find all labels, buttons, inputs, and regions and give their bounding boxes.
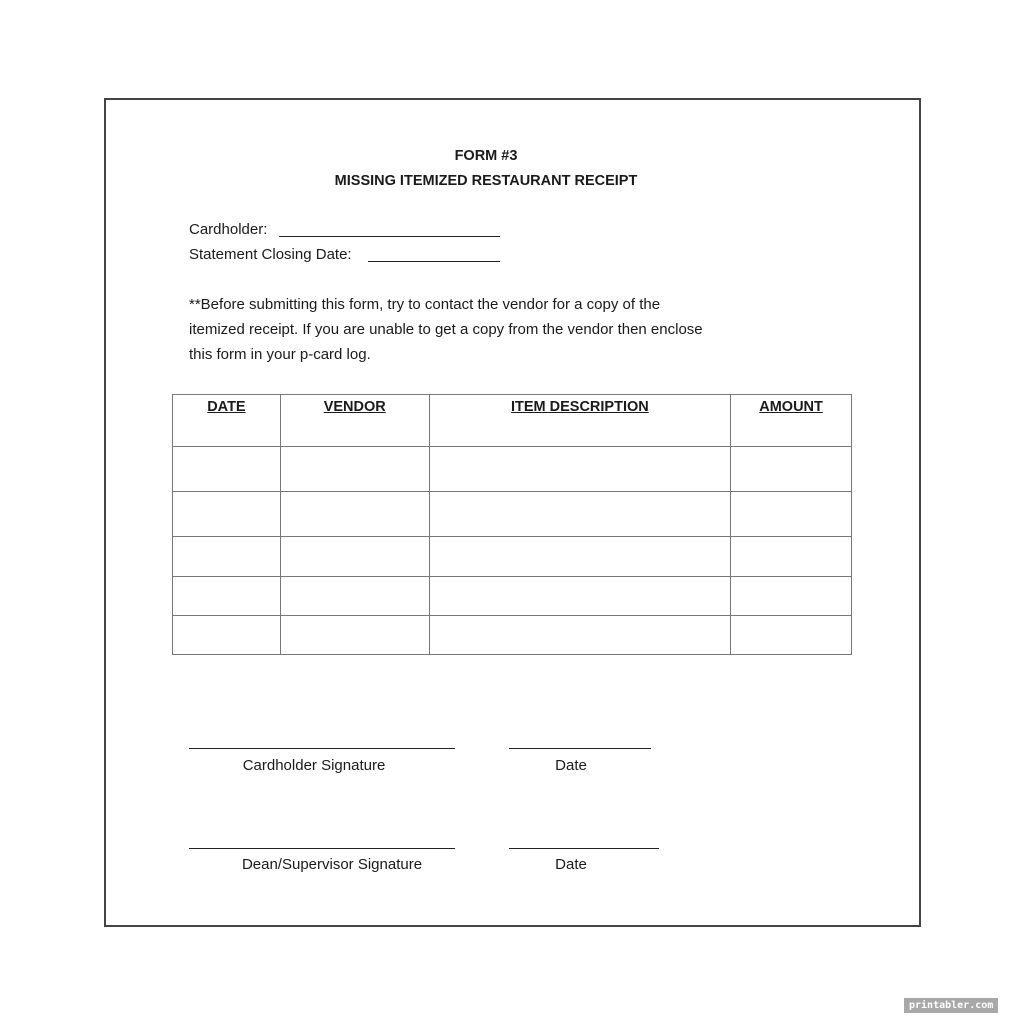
cell-description[interactable] xyxy=(429,616,731,655)
cell-date[interactable] xyxy=(173,616,281,655)
table-row xyxy=(173,492,852,537)
table-row xyxy=(173,577,852,616)
cardholder-field[interactable] xyxy=(279,236,500,237)
date-label-2: Date xyxy=(555,856,587,873)
form-number: FORM #3 xyxy=(454,148,518,164)
cardholder-signature-line[interactable] xyxy=(189,748,455,749)
cell-date[interactable] xyxy=(173,537,281,577)
cell-amount[interactable] xyxy=(731,616,852,655)
cardholder-label: Cardholder: xyxy=(189,221,268,238)
cell-amount[interactable] xyxy=(731,537,852,577)
cell-date[interactable] xyxy=(173,492,281,537)
instruction-line-1: **Before submitting this form, try to contact the vendor for a copy of the xyxy=(189,296,661,313)
header-amount: AMOUNT xyxy=(731,395,852,447)
cell-date[interactable] xyxy=(173,447,281,492)
receipt-table xyxy=(172,394,852,655)
form-title: MISSING ITEMIZED RESTAURANT RECEIPT xyxy=(334,173,638,189)
cardholder-signature-label: Cardholder Signature xyxy=(242,757,386,774)
instruction-line-3: this form in your p-card log. xyxy=(189,346,371,363)
cell-description[interactable] xyxy=(429,577,731,616)
cell-description[interactable] xyxy=(429,537,731,577)
cell-description[interactable] xyxy=(429,492,731,537)
date-line-1[interactable] xyxy=(509,748,651,749)
cell-vendor[interactable] xyxy=(280,447,429,492)
table-row xyxy=(173,616,852,655)
supervisor-signature-line[interactable] xyxy=(189,848,455,849)
cell-vendor[interactable] xyxy=(280,537,429,577)
cell-vendor[interactable] xyxy=(280,492,429,537)
closing-date-label: Statement Closing Date: xyxy=(189,246,352,263)
closing-date-field[interactable] xyxy=(368,261,500,262)
header-date: DATE xyxy=(173,395,281,447)
supervisor-signature-label: Dean/Supervisor Signature xyxy=(241,856,423,873)
header-item-description: ITEM DESCRIPTION xyxy=(429,395,731,447)
table-header-row xyxy=(173,395,852,447)
header-vendor: VENDOR xyxy=(280,395,429,447)
date-label-1: Date xyxy=(555,757,587,774)
cell-amount[interactable] xyxy=(731,492,852,537)
cell-vendor[interactable] xyxy=(280,616,429,655)
table-row xyxy=(173,447,852,492)
table-row xyxy=(173,537,852,577)
instruction-line-2: itemized receipt. If you are unable to get a copy from the vendor then enclose xyxy=(189,321,703,338)
cell-amount[interactable] xyxy=(731,577,852,616)
date-line-2[interactable] xyxy=(509,848,659,849)
cell-amount[interactable] xyxy=(731,447,852,492)
cell-vendor[interactable] xyxy=(280,577,429,616)
watermark: printabler.com xyxy=(904,998,998,1013)
cell-description[interactable] xyxy=(429,447,731,492)
cell-date[interactable] xyxy=(173,577,281,616)
